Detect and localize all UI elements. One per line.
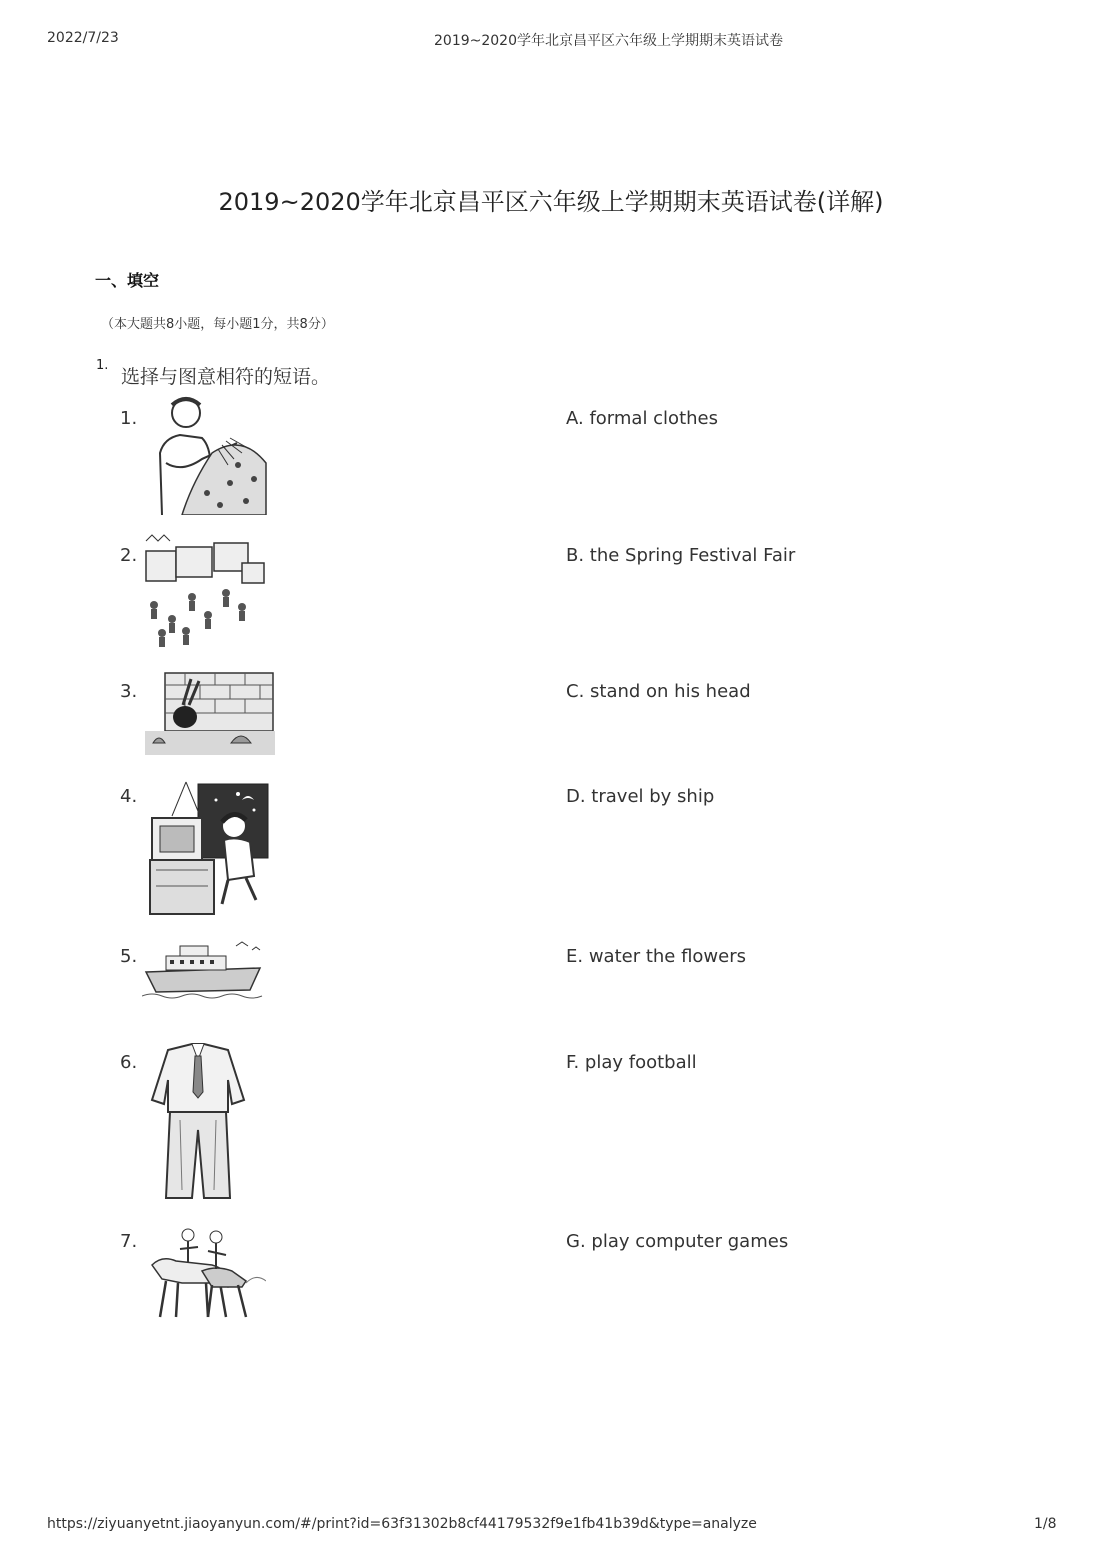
item-number: 4. xyxy=(120,786,138,807)
option-e: E. water the flowers xyxy=(566,946,747,967)
option-g: G. play computer games xyxy=(566,1231,789,1252)
item-number: 2. xyxy=(120,545,138,566)
option-f: F. play football xyxy=(566,1052,697,1073)
spring-festival-fair-picture xyxy=(142,533,268,651)
option-c: C. stand on his head xyxy=(566,681,751,702)
man-watering-flowers-picture xyxy=(142,393,268,515)
option-b: B. the Spring Festival Fair xyxy=(566,545,796,566)
page-title: 2019~2020学年北京昌平区六年级上学期期末英语试卷(详解) xyxy=(218,188,884,216)
boy-standing-on-head-picture xyxy=(145,671,275,755)
item-number: 3. xyxy=(120,681,138,702)
option-a: A. formal clothes xyxy=(566,408,718,429)
option-d: D. travel by ship xyxy=(566,786,715,807)
section-heading: 一、填空 xyxy=(95,271,160,290)
footer-url: https://ziyuanyetnt.jiaoyanyun.com/#/print?id=63f31302b8cf44179532f9e1fb41b39d&type=analyze xyxy=(47,1516,757,1532)
ship-picture xyxy=(142,938,266,1004)
item-number: 6. xyxy=(120,1052,138,1073)
people-on-horses-picture xyxy=(142,1225,266,1321)
section-note: （本大题共8小题，每小题1分，共8分） xyxy=(101,317,334,332)
item-number: 7. xyxy=(120,1231,138,1252)
boy-playing-computer-picture xyxy=(142,780,270,916)
question-text: 选择与图意相符的短语。 xyxy=(121,366,331,388)
question-number: 1. xyxy=(96,358,109,373)
page-number: 1/8 xyxy=(1034,1516,1057,1532)
item-number: 1. xyxy=(120,408,138,429)
print-doc-title: 2019~2020学年北京昌平区六年级上学期期末英语试卷 xyxy=(434,33,783,49)
suit-clothes-picture xyxy=(148,1040,248,1202)
print-date: 2022/7/23 xyxy=(47,30,119,46)
item-number: 5. xyxy=(120,946,138,967)
